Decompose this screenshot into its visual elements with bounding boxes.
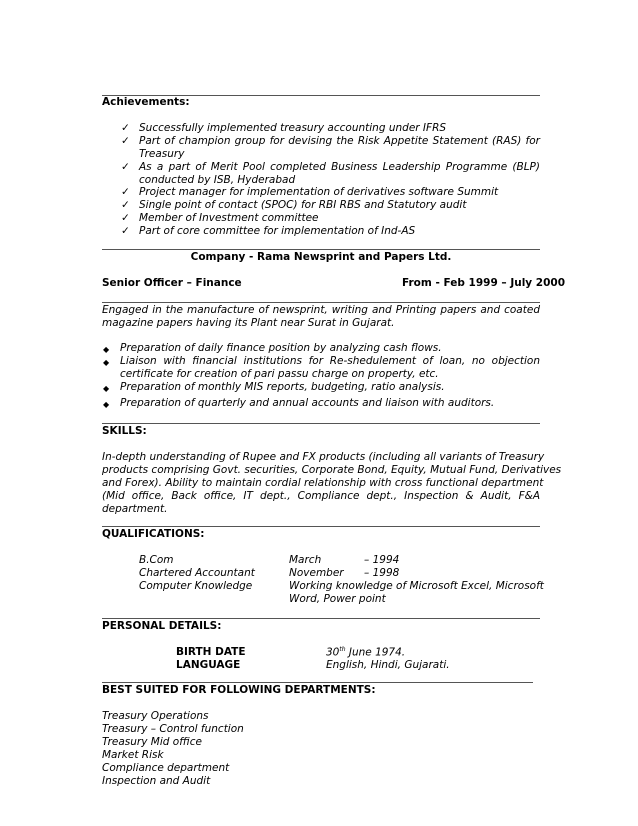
check-icon: ✓ <box>121 135 130 147</box>
skills-text: department. <box>102 503 168 515</box>
achievement-item: Successfully implemented treasury accounting under IFRS <box>139 122 447 134</box>
achievement-item: Part of champion group for devising the Risk Appetite Statement (RAS) for <box>139 135 540 147</box>
divider <box>102 682 533 683</box>
department-item: Treasury – Control function <box>102 723 244 735</box>
company-title: Company - Rama Newsprint and Papers Ltd. <box>190 251 452 263</box>
qualification-year: – 1998 <box>364 567 400 579</box>
divider <box>102 302 540 303</box>
job-role: Senior Officer – Finance <box>102 277 242 289</box>
check-icon: ✓ <box>121 122 130 134</box>
birth-date-label: BIRTH DATE <box>176 646 246 658</box>
check-icon: ✓ <box>121 199 130 211</box>
skills-heading: SKILLS: <box>102 425 147 437</box>
check-icon: ✓ <box>121 212 130 224</box>
check-icon: ✓ <box>121 186 130 198</box>
duty-item: Preparation of daily finance position by analyzing cash flows. <box>120 342 442 354</box>
skills-text: products comprising Govt. securities, Corporate Bond, Equity, Mutual Fund, Derivatives <box>102 464 562 476</box>
divider <box>102 423 540 424</box>
birth-day-suffix: th <box>339 646 346 653</box>
skills-text: (Mid office, Back office, IT dept., Compliance dept., Inspection & Audit, F&A <box>102 490 540 502</box>
check-icon: ✓ <box>121 225 130 237</box>
diamond-bullet-icon: ◆ <box>103 400 110 409</box>
divider <box>102 526 540 527</box>
departments-heading: BEST SUITED FOR FOLLOWING DEPARTMENTS: <box>102 684 376 696</box>
qualification-name: Chartered Accountant <box>139 567 255 579</box>
qualification-name: B.Com <box>139 554 174 566</box>
birth-date-value <box>326 646 405 659</box>
duty-item-continued: certificate for creation of pari passu charge on property, etc. <box>120 368 439 380</box>
achievement-item: As a part of Merit Pool completed Business Leadership Programme (BLP) <box>139 161 540 173</box>
job-period: From - Feb 1999 – July 2000 <box>402 277 566 289</box>
achievement-item: Project manager for implementation of derivatives software Summit <box>139 186 499 198</box>
department-item: Market Risk <box>102 749 164 761</box>
achievement-item-continued: Treasury <box>139 148 185 160</box>
qualification-detail-continued: Word, Power point <box>289 593 386 605</box>
department-item: Treasury Operations <box>102 710 209 722</box>
qualification-year: – 1994 <box>364 554 400 566</box>
birth-day: 30 <box>326 646 340 659</box>
personal-details-heading: PERSONAL DETAILS: <box>102 620 222 632</box>
birth-month-year: June 1974. <box>345 646 406 659</box>
language-label: LANGUAGE <box>176 659 241 671</box>
qualification-month: March <box>289 554 322 566</box>
company-description: Engaged in the manufacture of newsprint, writing and Printing papers and coated <box>102 304 540 316</box>
qualifications-heading: QUALIFICATIONS: <box>102 528 205 540</box>
department-item: Compliance department <box>102 762 230 774</box>
divider <box>102 249 540 250</box>
department-item: Treasury Mid office <box>102 736 202 748</box>
divider <box>102 618 540 619</box>
qualification-name: Computer Knowledge <box>139 580 253 592</box>
diamond-bullet-icon: ◆ <box>103 358 110 367</box>
duty-item: Preparation of quarterly and annual accounts and liaison with auditors. <box>120 397 495 409</box>
achievement-item: Part of core committee for implementation of Ind-AS <box>139 225 416 237</box>
achievement-item: Member of Investment committee <box>139 212 319 224</box>
diamond-bullet-icon: ◆ <box>103 384 110 393</box>
language-value: English, Hindi, Gujarati. <box>326 659 450 671</box>
diamond-bullet-icon: ◆ <box>103 345 110 354</box>
skills-text: and Forex). Ability to maintain cordial relationship with cross functional department <box>102 477 544 489</box>
achievement-item: Single point of contact (SPOC) for RBI RBS and Statutory audit <box>139 199 467 211</box>
department-item: Inspection and Audit <box>102 775 211 787</box>
qualification-month: November <box>289 567 344 579</box>
check-icon: ✓ <box>121 161 130 173</box>
duty-item: Preparation of monthly MIS reports, budgeting, ratio analysis. <box>120 381 445 393</box>
duty-item: Liaison with financial institutions for Re-shedulement of loan, no objection <box>120 355 540 367</box>
achievement-item-continued: conducted by ISB, Hyderabad <box>139 174 296 186</box>
company-description-continued: magazine papers having its Plant near Surat in Gujarat. <box>102 317 395 329</box>
qualification-detail: Working knowledge of Microsoft Excel, Microsoft <box>289 580 544 592</box>
achievements-heading: Achievements: <box>102 96 190 108</box>
skills-text: In-depth understanding of Rupee and FX products (including all variants of Treasury <box>102 451 545 463</box>
